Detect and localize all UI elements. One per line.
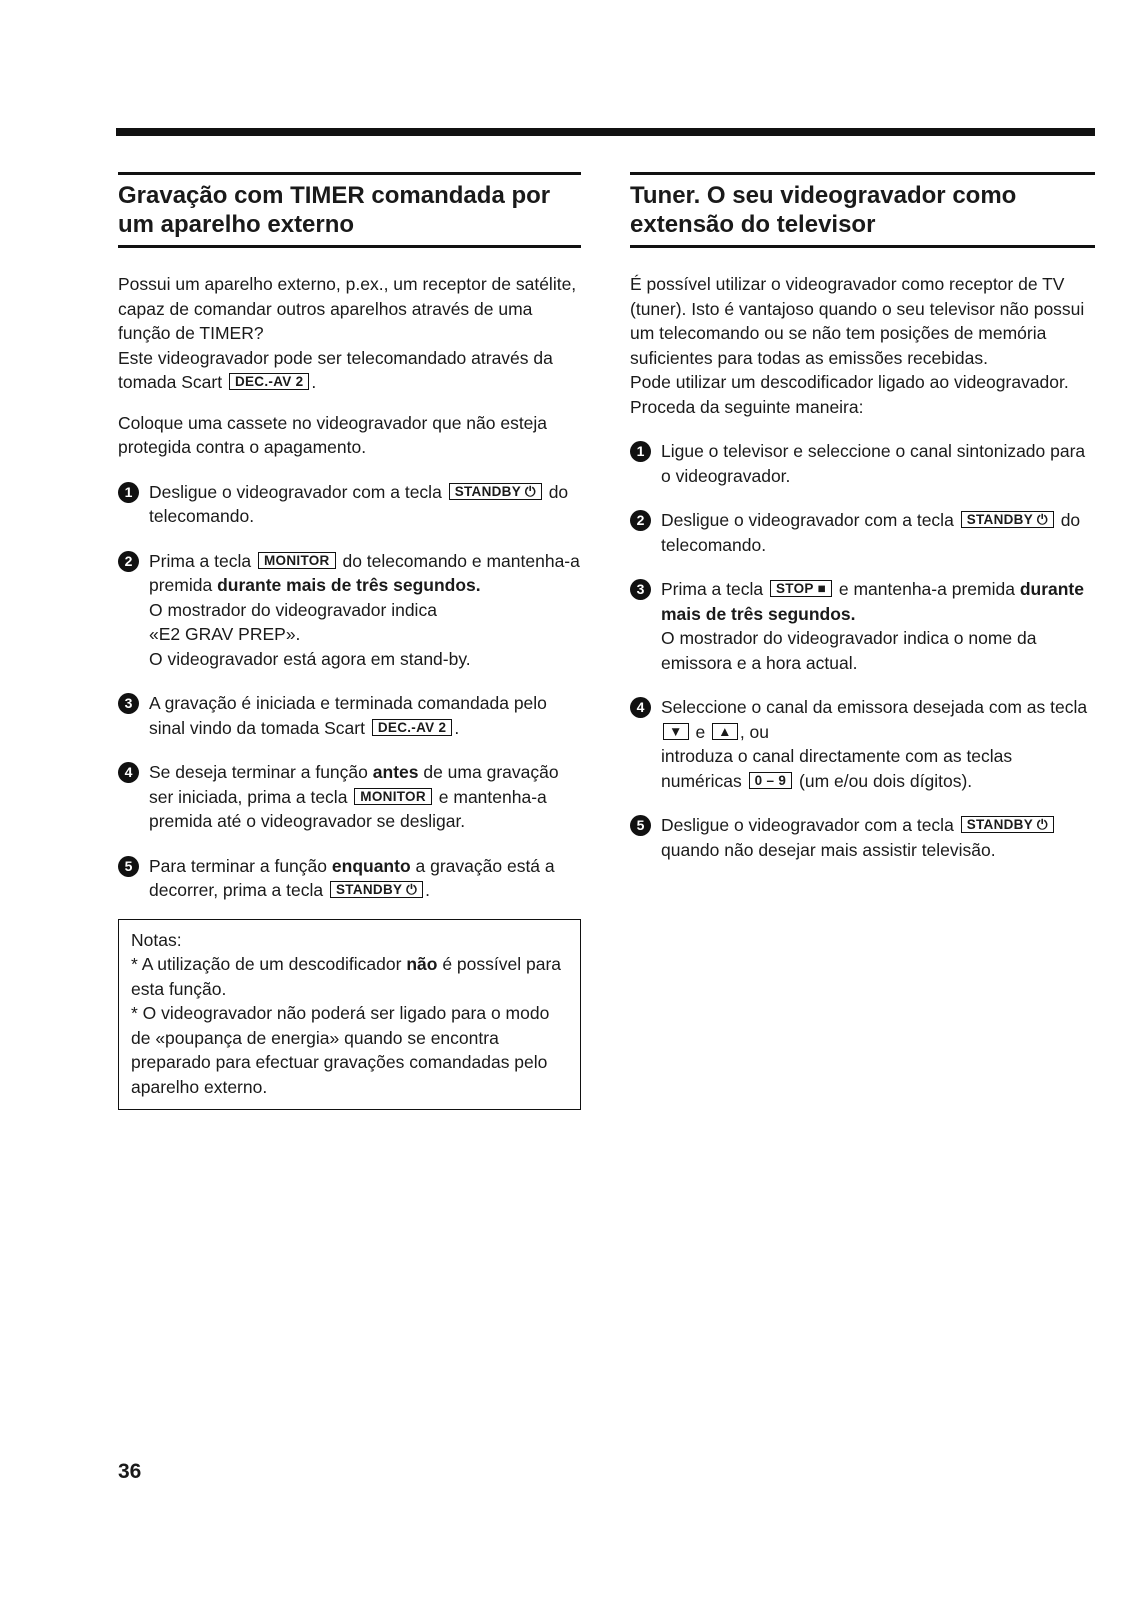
numeric-keys: 0 – 9 (749, 772, 793, 789)
step-2 (630, 508, 1095, 557)
step-text: A gravação é iniciada e terminada comandada pelo sinal vindo da tomada Scart (149, 693, 547, 738)
step-body (661, 577, 1095, 675)
step-text: , ou (739, 721, 770, 742)
monitor-key: MONITOR (258, 552, 336, 569)
step-text: do telecomando. (661, 510, 1081, 555)
note-text: * A utilização de um descodificador (131, 954, 402, 974)
right-column (630, 172, 1095, 882)
step-number-icon: 4 (630, 697, 651, 718)
title-rule-bottom (630, 245, 1095, 248)
step-4 (118, 760, 581, 834)
step-number-icon: 5 (630, 815, 651, 836)
dec-av2-key: DEC.-AV 2 (229, 373, 309, 390)
notes-box (118, 919, 581, 1111)
step-5 (118, 854, 581, 903)
notes-heading: Notas: (131, 929, 182, 950)
step-line (661, 695, 1095, 744)
step-text: Se deseja terminar a função (149, 762, 368, 782)
page-number: 36 (118, 1460, 142, 1483)
title-rule-bottom (118, 245, 581, 248)
step-line (149, 549, 581, 598)
intro-line-scart (118, 346, 581, 395)
note-1 (131, 952, 568, 1001)
step-5 (630, 813, 1095, 862)
step-emphasis: enquanto (331, 855, 411, 876)
step-body (149, 549, 581, 672)
section-title-timer: Gravação com TIMER comandada por um aparelho externo (118, 182, 551, 238)
timer-steps (118, 480, 581, 903)
step-text: e mantenha-a premida (838, 579, 1015, 599)
step-text: Prima a tecla (661, 579, 764, 599)
step-number-icon: 4 (118, 762, 139, 783)
step-body (149, 760, 581, 834)
note-emphasis: não (406, 954, 438, 974)
step-text: Seleccione o canal da emissora desejada com as tecla (661, 697, 1088, 717)
step-emphasis: antes (372, 762, 419, 782)
step-number-icon: 5 (118, 856, 139, 877)
step-text: (um e/ou dois dígitos). (799, 770, 973, 791)
step-text: Desligue o videogravador com a tecla (149, 481, 442, 502)
note-2: * O videogravador não poderá ser ligado para o modo de «poupança de energia» quando se encontra preparado para efectuar gravações comandadas pelo aparelho externo. (131, 1003, 550, 1097)
left-column (118, 172, 581, 1110)
step-line: O mostrador do videogravador indica o nome da emissora e a hora actual. (661, 628, 1037, 673)
step-text: do telecomando. (149, 481, 569, 526)
step-text: e (695, 721, 706, 742)
step-line (661, 744, 1095, 793)
title-rule-top (118, 172, 581, 175)
intro-punct: . (311, 372, 317, 392)
intro-line: Proceda da seguinte maneira: (630, 396, 864, 417)
stop-key: STOP ■ (770, 580, 832, 597)
note-text: é possível para esta função. (131, 954, 562, 999)
top-rule (116, 128, 1095, 136)
step-text: do telecomando e mantenha-a premida (149, 550, 580, 595)
step-number-icon: 2 (630, 510, 651, 531)
step-text: e mantenha-a premida até o videogravador se desligar. (149, 786, 547, 831)
step-text: introduza o canal directamente com as teclas numéricas (661, 746, 1013, 791)
tuner-intro (630, 272, 1095, 419)
step-emphasis: durante mais de três segundos. (217, 575, 481, 595)
monitor-key: MONITOR (354, 788, 432, 805)
cassette-paragraph: Coloque uma cassete no videogravador que não esteja protegida contra o apagamento. (118, 412, 548, 457)
intro-line: Pode utilizar um descodificador ligado ao videogravador. (630, 372, 1069, 392)
step-text: quando não desejar mais assistir televisão. (661, 839, 996, 860)
step-text: de uma gravação ser iniciada, prima a tecla (149, 762, 559, 807)
step-3 (630, 577, 1095, 675)
step-2 (118, 549, 581, 672)
step-text: a gravação está a decorrer, prima a tecla (149, 855, 555, 900)
step-number-icon: 1 (630, 441, 651, 462)
standby-key: STANDBY ⏻ (961, 816, 1054, 833)
step-1 (630, 439, 1095, 488)
step-text: Desligue o videogravador com a tecla (661, 510, 954, 530)
step-body: Ligue o televisor e seleccione o canal sintonizado para o videogravador. (661, 441, 1086, 486)
intro-paragraph (118, 272, 581, 395)
step-body (149, 480, 581, 529)
step-1 (118, 480, 581, 529)
step-text: Desligue o videogravador com a tecla (661, 815, 954, 835)
up-key: ▲ (712, 723, 738, 740)
standby-key: STANDBY ⏻ (961, 511, 1054, 528)
section-title-tuner: Tuner. O seu videogravador como extensão do televisor (630, 182, 1017, 238)
step-emphasis: durante mais de três segundos. (661, 579, 1084, 624)
down-key: ▼ (663, 723, 689, 740)
step-number-icon: 1 (118, 482, 139, 503)
intro-text: Este videogravador pode ser telecomandado através da tomada Scart (118, 347, 553, 392)
step-number-icon: 3 (118, 693, 139, 714)
step-3 (118, 691, 581, 740)
step-line: O mostrador do videogravador indica (149, 599, 437, 620)
step-body (661, 813, 1095, 862)
intro-line: Possui um aparelho externo, p.ex., um receptor de satélite, capaz de comandar outros aparelhos através de uma função de TIMER? (118, 274, 577, 343)
step-line: «E2 GRAV PREP». (149, 624, 301, 644)
step-body (149, 854, 581, 903)
step-punct: . (425, 880, 430, 900)
step-number-icon: 2 (118, 551, 139, 572)
step-line: O videogravador está agora em stand-by. (149, 648, 471, 669)
step-4 (630, 695, 1095, 793)
step-body (661, 508, 1095, 557)
intro-line: É possível utilizar o videogravador como receptor de TV (tuner). Isto é vantajoso quando o seu televisor não possui um telecomando ou se não tem posições de memória suficientes para todas as emissões recebidas. (630, 274, 1085, 368)
step-number-icon: 3 (630, 579, 651, 600)
step-punct: . (454, 717, 460, 738)
step-body (661, 695, 1095, 793)
title-rule-top (630, 172, 1095, 175)
standby-key: STANDBY ⏻ (449, 483, 542, 500)
step-body (149, 691, 581, 740)
dec-av2-key: DEC.-AV 2 (372, 719, 452, 736)
tuner-steps (630, 439, 1095, 862)
standby-key: STANDBY ⏻ (330, 881, 423, 898)
step-line (661, 577, 1095, 626)
step-text: Para terminar a função (149, 855, 328, 876)
step-text: Prima a tecla (149, 550, 252, 571)
